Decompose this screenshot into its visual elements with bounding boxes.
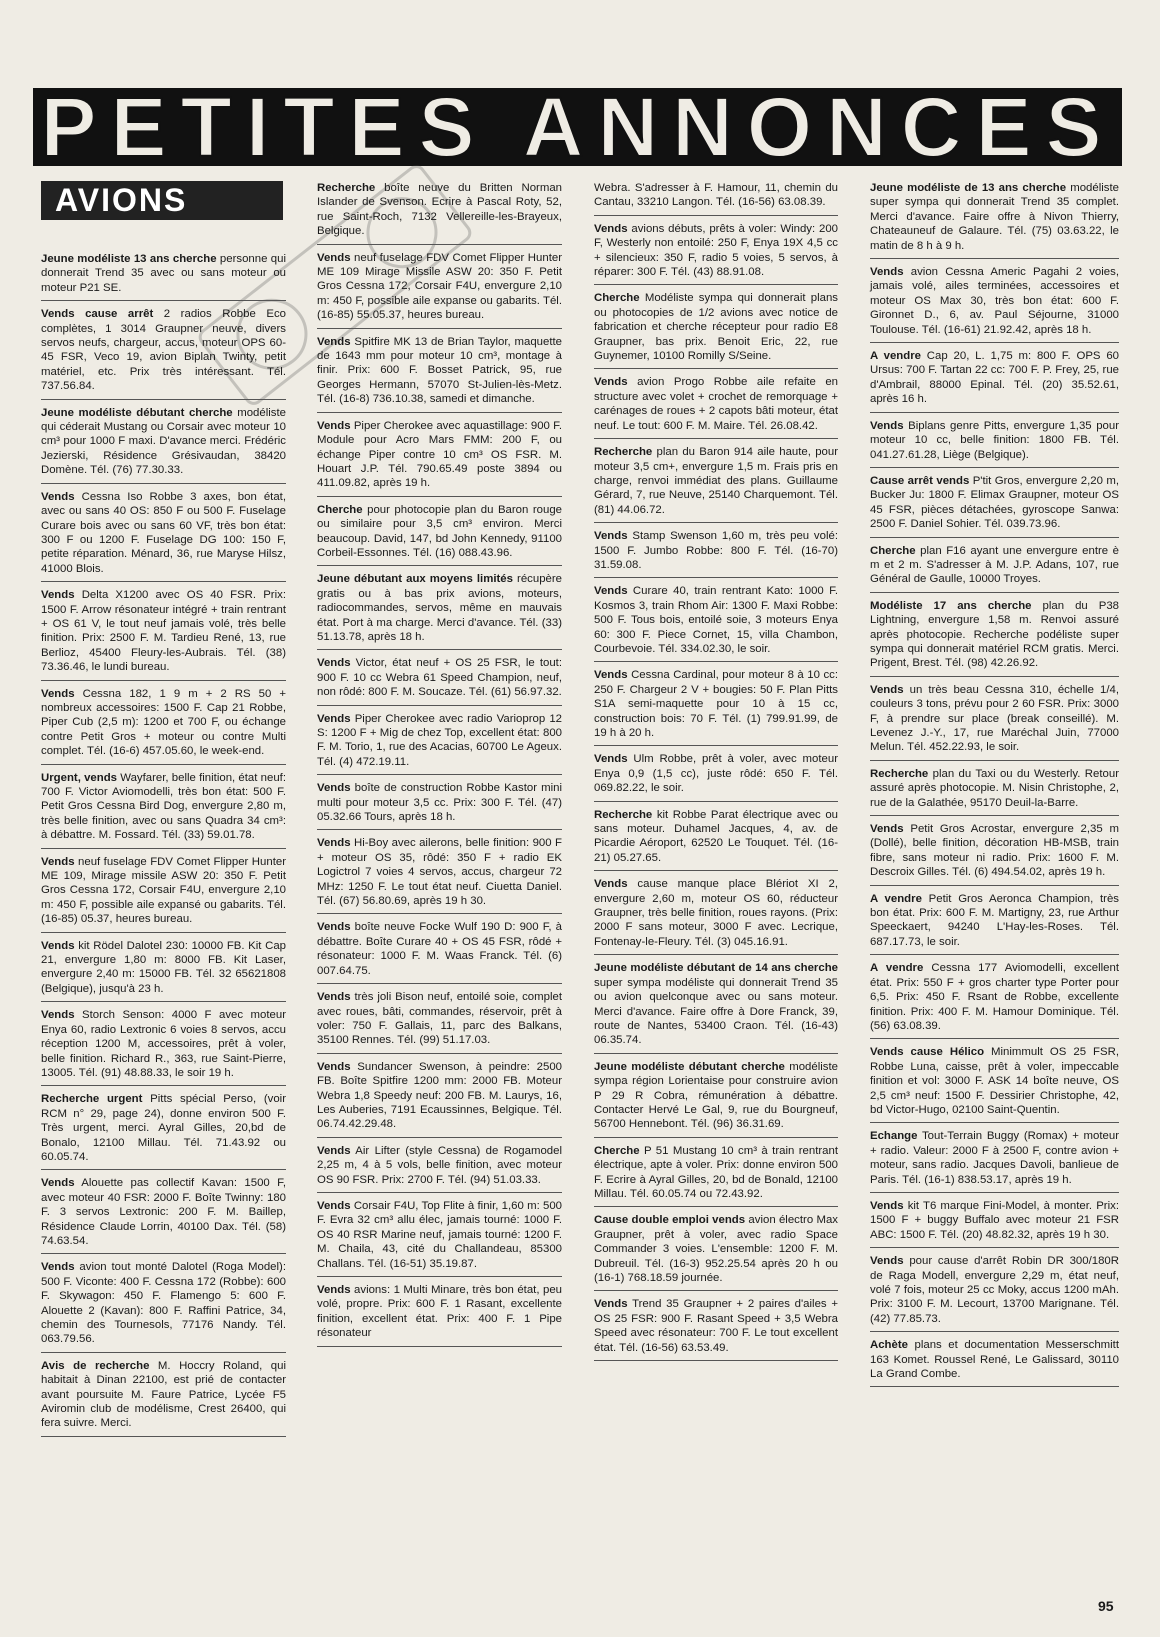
ad-lead: Recherche [594, 808, 653, 821]
ad-lead: Vends [41, 1177, 75, 1190]
ad-lead: Urgent, vends [41, 771, 118, 784]
ad-text: Cessna Cardinal, pour moteur 8 à 10 cc: 250 F. Chargeur 2 V + bougies: 50 F. Plan Pitts S1A semi-maquette pour 10 à 15 cc, construction bois: 70 F. Tél. (1) 799.91.99, de 19 h à 20 h. [594, 669, 838, 739]
ad-text: plan du Taxi ou du Westerly. Retour assuré après photocopie. M. Nisin Christophe, 2, rue de la Galathée, 95170 Deuil-la-Barre. [870, 767, 1119, 809]
classified-ad [594, 752, 838, 801]
classified-ad [594, 961, 838, 1053]
ad-lead: Vends [317, 335, 351, 348]
classified-ad [870, 767, 1119, 816]
classified-ad [870, 349, 1119, 413]
page-banner [33, 88, 1123, 166]
classified-ad [41, 588, 286, 680]
ad-text: avion Cessna Americ Pagahi 2 voies, jamais volé, ailes terminées, accessoires et moteur OS Max 30, très bon état: 600 F. Gironnet D., 6, av. Paul Séjourne, 31000 Toulouse. Tél. (16-61) 21.92.42, après 18 h. [870, 266, 1119, 336]
ad-lead: Vends [317, 1144, 351, 1157]
ad-lead: Vends [317, 657, 351, 670]
ad-lead: Jeune modéliste débutant cherche [594, 1060, 785, 1073]
ad-text: neuf fuselage FDV Comet Flipper Hunter ME 109, Mirage missile ASW 20: 350 F. Petit Gros Cessna 172, Corsair F4U, envergure 2,10 m: 450 F, possible aile expansé ou gabarits. Tél. (16-85) 05.37, heures bureau. [41, 855, 286, 926]
ad-text: Spitfire MK 13 de Brian Taylor, maquette de 1643 mm pour moteur 10 cm³, montage à finir. Prix: 600 F. Bosset Patrick, 95, rue Georges Hermann, 57070 St-Julien-lès-Metz. Tél. (16-8) 736.10.38, samedi et dimanche. [317, 335, 562, 406]
classified-ad [317, 1144, 562, 1193]
classified-ad [594, 222, 838, 286]
ad-text: plan du P38 Lightning, envergure 1,58 m. Renvoi assuré après photocopie. Recherche podéliste super sympa qui donnerait matériel RCM gratis. Merci. Prigent, Brest. Tél. (98) 42.26.92. [870, 599, 1120, 670]
ad-text: Cessna 182, 1 9 m + 2 RS 50 + nombreux accessoires: 1500 F. Cap 21 Robbe, Piper Cub (2,5 m): 1200 et 700 F, ou échange contre Petit Gros + moteur ou contre Multi complet. Tél. (16-6) 457.05.60, le week-end. [41, 687, 286, 758]
ad-text: Stamp Swenson 1,60 m, très peu volé: 1500 F. Jumbo Robbe: 800 F. Tél. (16-70) 31.59.08. [594, 530, 838, 571]
ad-text: Cap 20, L. 1,75 m: 800 F. OPS 60 Ursus: 700 F. Tartan 22 cc: 700 F. P. Frey, 25, rue d'Ambrail, 88000 Epinal. Tél. (20) 35.52.61, après 16 h. [870, 350, 1119, 406]
classified-ad [594, 877, 838, 955]
classified-ad [594, 291, 838, 369]
classified-ad [870, 544, 1119, 593]
classified-ad [870, 474, 1119, 538]
ad-text: Delta X1200 avec OS 40 FSR. Prix: 1500 F. Arrow résonateur intégré + train rentrant + OS 61 V, le tout neuf jamais volé, très belle finition. Prix: 2500 F. M. Tardieu René, 13, rue Berlioz, 45400 Fleury-les-Aubrais. Tél. (38) 73.36.46, le lundi bureau. [41, 589, 286, 674]
section-header-avions: AVIONS [41, 181, 283, 220]
ad-lead: Vends [317, 1060, 351, 1073]
ad-text: Trend 35 Graupner + 2 paires d'ailes + OS 25 FSR: 900 F. Rasant Speed + 3,5 Webra Speed avec résonateur: 700 F. Le tout excellent état. Tél. (16-56) 63.53.49. [594, 1298, 838, 1354]
classified-ad [317, 335, 562, 413]
classified-ad [594, 1144, 838, 1208]
ad-text: Wayfarer, belle finition, état neuf: 700 F. Victor Aviomodelli, très bon état: 500 F. Petit Gros Cessna Bird Dog, envergure 2,80 m, très belle finition, avec ou sans Quadra 34 cm³: à débattre. M. Fossard. Tél. (33) 59.01.78. [41, 771, 286, 842]
ad-lead: Vends [41, 589, 75, 602]
classified-ad [594, 1213, 838, 1291]
classified-ad [594, 529, 838, 578]
classified-ad [594, 1060, 838, 1138]
ad-lead: A vendre [870, 350, 921, 363]
ad-lead: Recherche [870, 767, 929, 780]
classified-ad [870, 1254, 1119, 1332]
ad-text: cause manque place Blériot XI 2, envergure 2,60 m, moteur OS 60, réducteur Graupner, très belle finition, roues rayons. (Prix: 2000 F sans moteur, 3000 F avec. Lecrique, Fontenay-le-Fleury. Tél. (3) 045.16.91. [594, 878, 838, 948]
classified-ad [317, 781, 562, 830]
ad-text: plan du Baron 914 aile haute, pour moteur 3,5 cm+, envergure 1,5 m. Frais pris en charge, renvoi immédiat des plans. Guillaume Gérard, 7, rue Neuve, 25140 Charquemont. Tél. (81) 44.06.72. [594, 446, 838, 516]
ad-text: modéliste sympa région Lorientaise pour construire avion P 29 R Cobra, rémunération à débattre. Contacter Hervé Le Gal, 9, rue du Bourgneuf, 56700 Hennebont. Tél. (96) 36.31.69. [594, 1060, 838, 1131]
ad-lead: Vends [870, 683, 904, 696]
ad-text: Cessna Iso Robbe 3 axes, bon état, avec ou sans 40 OS: 850 F ou 500 F. Fuselage Curare bois avec ou sans 60 VF, très bon état: 300 F ou 1200 F. Fuselage DG 100: 150 F, petite réparation. Ménard, 36, rue Maryse Hilsz, 41000 Blois. [41, 490, 286, 575]
ad-lead: Vends cause arrêt [41, 308, 154, 321]
classified-ad [41, 490, 286, 582]
classified-ad [870, 1045, 1119, 1123]
classified-ad [870, 1129, 1119, 1193]
classified-ad [594, 375, 838, 439]
ad-lead: Vends [594, 878, 628, 891]
ad-lead: Achète [870, 1339, 908, 1352]
page-number: 95 [1098, 1598, 1114, 1614]
ad-text: P'tit Gros, envergure 2,20 m, Bucker Ju: 1800 F. Elimax Graupner, moteur OS 45 FSR, pièces détachées, gyroscope Sanwa: 2500 F. Daniel Sohier. Tél. 039.73.96. [870, 474, 1119, 531]
classified-ad [317, 503, 562, 567]
classified-ad [594, 808, 838, 872]
ad-text: boîte neuve Focke Wulf 190 D: 900 F, à débattre. Boîte Curare 40 + OS 45 FSR, rôdé + résonateur: 1000 F. M. Waas Franck. Tél. (6) 007.64.75. [317, 921, 562, 977]
ad-text: plans et documentation Messerschmitt 163 Komet. Roussel René, Le Galissard, 30110 La Grand Combe. [870, 1339, 1119, 1381]
classified-ad [317, 1283, 562, 1347]
ad-text: avions débuts, prêts à voler: Windy: 200 F, Westerly non entoilé: 250 F, Enya 19X 4,5 cc + silencieux: 350 F, radio 5 voies, 5 servos, à réparer: 300 F. Tél. (43) 88.91.08. [594, 222, 838, 279]
ad-text: 2 radios Robbe Eco complètes, 1 3014 Graupner neuve, divers servos neufs, chargeur, accus, moteur OPS 60-45 FSR, Veco 19, avion Biplan Twinty, petit matériel, etc. Prix très intéressant. Tél. 737.56.84. [41, 308, 286, 393]
classified-ad [41, 1359, 286, 1437]
ad-text: très joli Bison neuf, entoilé soie, complet avec roues, bâti, commandes, réservoir, prêt à voler: 750 F. Gallais, 11, parc des Balkans, 35100 Rennes. Tél. (99) 51.17.03. [317, 991, 562, 1047]
ad-text: Curare 40, train rentrant Kato: 1000 F. Kosmos 3, train Rhom Air: 1300 F. Maxi Robbe: 500 F. Tous bois, entoilé soie, 3 moteurs Enya 60: 300 F. Piece Cornet, 15, villa Chambon, Courbevoie. Tél. 334.02.30, le soir. [594, 585, 838, 655]
ad-lead: Vends [41, 687, 75, 700]
ad-lead: Vends [41, 1009, 75, 1022]
classified-ad [41, 252, 286, 301]
ad-text: avions: 1 Multi Minare, très bon état, peu volé, propre. Prix: 600 F. 1 Rasant, excellente finition, excellent état. Prix: 400 F. 1 Pipe résonateur [317, 1284, 562, 1340]
ad-lead: Recherche urgent [41, 1093, 143, 1106]
ad-lead: Vends [594, 585, 628, 598]
classified-ad [41, 687, 286, 765]
ad-text: Pitts spécial Perso, (voir RCM n° 29, page 24), donne environ 500 F. Très urgent, merci. Ayral Gilles, 20,bd de Bonalo, 12100 Millau. Tél. 71.43.92 ou 60.05.74. [41, 1093, 286, 1163]
ad-text: Webra. S'adresser à F. Hamour, 11, chemin du Cantau, 33210 Langon. Tél. (16-56) 63.08.39. [594, 182, 838, 209]
ad-lead: Vends [870, 823, 904, 836]
classified-ad [594, 1297, 838, 1361]
ad-text: Biplans genre Pitts, envergure 1,35 pour moteur 10 cc, belle finition: 1800 FB. Tél. 041.27.61.28, Liège (Belgique). [870, 419, 1119, 461]
ad-lead: Jeune modéliste 13 ans cherche [41, 253, 217, 265]
ad-lead: Vends cause Hélico [870, 1046, 985, 1059]
classified-ad [317, 419, 562, 497]
ad-text: Petit Gros Acrostar, envergure 2,35 m (Dollé), belle finition, décoration HB-MSB, train fibre, sans moteur ni radio. Prix: 1600 F. M. Descroix Gilles. Tél. (6) 494.54.02, après 19 h. [870, 823, 1119, 879]
classified-ad [870, 683, 1119, 761]
ad-lead: Vends [870, 1255, 904, 1268]
ad-lead: Vends [317, 712, 351, 725]
ad-text: un très beau Cessna 310, échelle 1/4, couleurs 3 tons, prévu pour 2 60 FSR. Prix: 3000 F, à prendre sur place (break conseillé). M. Levenez J.-Y., 17, rue Maréchal Juin, 77000 Melun. Tél. 452.22.93, le soir. [870, 683, 1119, 754]
classified-ad [870, 181, 1119, 259]
classified-ad [870, 1338, 1119, 1387]
ad-lead: A vendre [870, 892, 922, 905]
classified-ad [317, 251, 562, 329]
ad-text: kit Robbe Parat électrique avec ou sans moteur. Duhamel Jacques, 4, av. de Picardie Aéroport, 62520 Le Touquet. Tél. (16-21) 05.27.65. [594, 808, 838, 864]
page-title: PETITES ANNONCES [35, 88, 1122, 166]
ad-lead: Recherche [317, 182, 376, 194]
ad-text: Air Lifter (style Cessna) de Rogamodel 2,25 m, 4 à 5 vols, belle finition, avec moteur OS 90 FSR. Prix: 2700 F. Tél. (94) 51.03.33. [317, 1144, 562, 1186]
ad-lead: Vends [41, 855, 75, 868]
classified-ad [870, 892, 1119, 956]
ad-text: Corsair F4U, Top Flite à finir, 1,60 m: 500 F. Evra 32 cm³ allu élec, jamais tourné: 1000 F. OS 40 RSR Marine neuf, jamais tourné: 1200 F. M. Chaila, 43, cité du Challandeau, 85300 Challans. Tél. (16-51) 35.19.87. [317, 1199, 562, 1270]
classified-ad [594, 181, 838, 216]
ad-lead: Vends [870, 1199, 904, 1212]
ad-lead: Cherche [594, 1144, 640, 1157]
ad-text: Piper Cherokee avec aquastillage: 900 F. Module pour Acro Mars FMM: 200 F, ou échange Piper contre 10 cm³ OS FSR. M. Houart J.P. Tél. 790.65.49 poste 3894 ou 411.09.82, après 19 h. [317, 419, 562, 490]
ad-text: modéliste super sympa qui donnerait Trend 35 complet. Merci d'avance. Faire offre à Nivon Thierry, Chateauneuf de Galaure. Tél. (75) 03.63.22, le matin de 8 h à 9 h. [870, 182, 1119, 252]
ad-lead: Vends [594, 753, 628, 766]
ad-lead: Vends [317, 991, 351, 1004]
ad-lead: Avis de recherche [41, 1359, 150, 1372]
ad-lead: Jeune modéliste débutant cherche [41, 406, 233, 419]
ad-text: Storch Senson: 4000 F avec moteur Enya 60, radio Lextronic 6 voies 8 servos, accu réception 1200 M, accessoires, prêt à voler, belle finition. Richard R., 363, rue Saint-Pierre, 13005. Tél. (91) 48.88.33, le soir 19 h. [41, 1009, 286, 1079]
classified-ad [870, 961, 1119, 1039]
ad-lead: Recherche [594, 446, 653, 459]
classified-ad [317, 712, 562, 776]
ad-text: avion tout monté Dalotel (Roga Model): 500 F. Viconte: 400 F. Cessna 172 (Robbe): 600 F. Skywagon: 450 F. Flamengo 5: 600 F. Alouette 2 (Kavan): 800 F. Raffini Patrice, 34, chemin des Tournesols, 77176 Nandy. Tél. 063.79.56. [41, 1261, 286, 1346]
ad-text: avion Progo Robbe aile refaite en structure avec volet + crochet de remorquage + carénages de roues + 2 capots bâti moteur, état neuf. Le tout: 600 F. M. Maire. Tél. 26.08.42. [594, 376, 838, 432]
ad-text: Ulm Robbe, prêt à voler, avec moteur Enya 0,9 (1,5 cc), juste rôdé: 650 F. Tél. 069.82.22, le soir. [594, 753, 838, 795]
classified-ad [41, 307, 286, 399]
ad-lead: Jeune modéliste de 13 ans cherche [870, 182, 1067, 194]
classified-ad [317, 836, 562, 914]
ad-lead: Vends [317, 251, 351, 264]
ad-text: Cessna 177 Aviomodelli, excellent état. Prix: 550 F + gros charter type Porter pour 6,5. Prix: 450 F. Rsant de Robbe, excellente finition. Prix: 400 F. M. Hamour Dominique. Tél. (56) 63.08.39. [870, 962, 1119, 1032]
classified-ad [41, 406, 286, 484]
ad-lead: Vends [317, 419, 351, 432]
ad-lead: Vends [870, 266, 904, 279]
classified-ad [870, 1199, 1119, 1248]
ad-lead: Modéliste 17 ans cherche [870, 599, 1032, 612]
classified-ad [317, 920, 562, 984]
ad-lead: Vends [594, 669, 628, 682]
classified-ad [870, 265, 1119, 343]
ad-lead: Vends [594, 1298, 628, 1311]
ad-lead: Vends [41, 1261, 75, 1274]
column-1 [41, 252, 286, 1443]
classified-ad [41, 771, 286, 849]
ad-lead: Cause double emploi vends [594, 1214, 746, 1227]
ad-lead: Cherche [594, 292, 640, 305]
ad-lead: Vends [317, 837, 351, 850]
ad-lead: Vends [317, 1284, 351, 1296]
ad-lead: Vends [41, 490, 75, 503]
classified-ad [594, 445, 838, 523]
ad-lead: Vends [41, 939, 75, 952]
classified-ad [870, 599, 1119, 677]
ad-lead: Vends [594, 376, 628, 389]
classified-ad [870, 419, 1119, 468]
classified-ad [317, 990, 562, 1054]
ad-text: pour cause d'arrêt Robin DR 300/180R de Raga Modell, envergure 2,29 m, état neuf, volé 7 fois, moteur 25 cc Moky, accus 1200 mAh. Prix: 3100 F. M. Lecourt, 13700 Marignane. Tél. (42) 77.85.73. [870, 1255, 1119, 1325]
classified-ad [317, 1199, 562, 1277]
ad-lead: Cherche [317, 503, 363, 516]
column-3 [594, 181, 838, 1367]
classified-ad [594, 668, 838, 746]
ad-text: boîte neuve du Britten Norman Islander de Svenson. Ecrire à Pascal Roty, 52, rue Saint-Roch, 7132 Vellereille-les-Brayeux, Belgique. [317, 182, 562, 238]
ad-text: M. Hoccry Roland, qui habitait à Dinan 22100, est prié de contacter avant poursuite M. Faure Patrice, Lycée F5 Aviromin club de modélisme, Crest 26400, qui fera suivre. Merci. [41, 1359, 286, 1430]
ad-lead: Vends [594, 222, 628, 235]
column-4 [870, 181, 1119, 1393]
ad-text: personne qui donnerait Trend 35 avec ou sans moteur ou moteur P21 SE. [41, 253, 286, 294]
ad-text: Piper Cherokee avec radio Varioprop 12 S: 1200 F + Mig de chez Top, excellent état: 800 F. M. Torio, 1, rue des Acacias, 60700 Le Ageux. Tél. (4) 472.19.11. [317, 712, 562, 768]
ad-text: Modéliste sympa qui donnerait plans ou photocopies de 1/2 avions avec notice de fabrication et cherche récepteur pour radio E8 Graupner, bas prix. Benoit Eric, 22, rue Guynemer, 10100 Romilly S/Seine. [594, 292, 838, 363]
classified-ad [41, 1176, 286, 1254]
classified-ad [317, 1060, 562, 1138]
ad-text: Alouette pas collectif Kavan: 1500 F, avec moteur 40 FSR: 2000 F. Boîte Twinny: 180 F. 3 servos Lextronic: 200 F. M. Baillep, Résidence Claude Lorrin, 40100 Dax. Tél. (58) 74.63.54. [41, 1177, 286, 1247]
ad-text: boîte de construction Robbe Kastor mini multi pour moteur 3,5 cc. Prix: 300 F. Tél. (47) 05.32.66 Tours, après 18 h. [317, 782, 562, 824]
classified-ad [41, 1008, 286, 1086]
ad-text: Victor, état neuf + OS 25 FSR, le tout: 900 F. 10 cc Webra 61 Speed Champion, neuf, non rôdé: 800 F. M. Soucaze. Tél. (61) 56.97.32. [317, 657, 562, 699]
classified-ad [41, 1092, 286, 1170]
ad-text: kit T6 marque Fini-Model, à monter. Prix: 1500 F + buggy Buffalo avec moteur 21 FSR ABC: 1500 F. Tél. (20) 48.82.32, après 19 h 30. [870, 1199, 1119, 1241]
ad-text: modéliste qui céderait Mustang ou Corsair avec moteur 10 cm³ pour 1000 F maxi. D'avance merci. Frédéric Jezierski, Résidence Grésivaudan, 38420 Domène. Tél. (76) 77.30.33. [41, 406, 286, 477]
ad-lead: Cherche [870, 544, 916, 557]
ad-text: neuf fuselage FDV Comet Flipper Hunter ME 109 Mirage Missile ASW 20: 350 F. Petit Gros Cessna 172, Corsair F4U, envergure 2,10 m: 450 F, possible aile expanse ou gabarits. Tél. (16-85) 55.05.37, heures bureau. [317, 251, 562, 322]
ad-text: Hi-Boy avec ailerons, belle finition: 900 F + moteur OS 35, rôdé: 350 F + radio EK Logictrol 7 voies 4 servos, accus, chargeur 72 MHz: 1250 F. Le tout état neuf. Ciuetta Daniel. Tél. (67) 56.80.69, après 19 h 30. [317, 837, 562, 908]
ad-lead: Echange [870, 1130, 918, 1143]
ad-lead: Jeune modéliste débutant de 14 ans cherche [594, 962, 838, 975]
ad-text: plan F16 ayant une envergure entre è m et 2 m. S'adresser à M. J.P. Adans, 107, rue Général de Gaulle, 10000 Troyes. [870, 544, 1119, 586]
ad-text: Minimmult OS 25 FSR, Robbe Luna, caisse, prêt à voler, impeccable finition et vol: 3000 F. ASK 14 boîte neuve, OS 2,5 cm³ neuf: 1500 F. Dessirier Christophe, 42, bd Victor-Hugo, 02100 Saint-Quentin. [870, 1046, 1119, 1116]
ad-lead: Vends [870, 419, 904, 432]
ad-text: Sundancer Swenson, à peindre: 2500 FB. Boîte Spitfire 1200 mm: 2000 FB. Moteur Webra 1,8 Speedy neuf: 200 FB. M. Laurys, 16, Les Auberies, 7191 Ecaussinnes, Belgique. Tél. 06.74.42.29.48. [317, 1060, 562, 1131]
ad-lead: Vends [317, 1199, 351, 1212]
ad-text: pour photocopie plan du Baron rouge ou similaire pour 3,5 cm³ environ. Merci beaucoup. David, 147, bd John Kennedy, 91100 Corbeil-Essonnes. Tél. (16) 088.43.96. [317, 503, 562, 559]
ad-lead: Cause arrêt vends [870, 474, 970, 487]
classified-ad [317, 181, 562, 245]
ad-text: kit Rödel Dalotel 230: 10000 FB. Kit Cap 21, envergure 1,80 m: 8000 FB. Kit Laser, envergure 2,40 m: 15000 FB. Tél. 32 65621808 (Belgique), jusqu'à 23 h. [41, 939, 286, 995]
column-2 [317, 181, 562, 1353]
ad-text: Petit Gros Aeronca Champion, très bon état. Prix: 600 F. M. Martigny, 23, rue Arthur Speeckaert, 94240 L'Hay-les-Roses. Tél. 687.17.73, le soir. [870, 892, 1119, 948]
ad-lead: Jeune débutant aux moyens limités [317, 573, 513, 586]
classified-ad [41, 1260, 286, 1352]
classified-ad [317, 572, 562, 650]
classified-ad [870, 822, 1119, 886]
ad-text: récupère gratis ou à bas prix avions, moteurs, radiocommandes, servos, même en mauvais état. Port à ma charge. Merci d'avance. Tél. (33) 51.13.78, après 18 h. [317, 573, 562, 643]
ad-text: avion électro Max Graupner, prêt à voler, avec radio Space Commander 3 voies. L'ensemble: 1200 F. M. Dubreuil. Tél. (16-3) 952.25.54 après 20 h ou (16-1) 768.18.59 journée. [594, 1214, 838, 1284]
classified-ad [594, 584, 838, 662]
ad-lead: Vends [317, 782, 351, 795]
ad-text: Tout-Terrain Buggy (Romax) + moteur + radio. Valeur: 2000 F à 2500 F, contre avion + moteur, sans radio. Jacques Davoli, banlieue de Paris. Tél. (16-1) 838.53.17, après 19 h. [870, 1130, 1119, 1186]
ad-lead: A vendre [870, 962, 924, 975]
classified-ad [41, 855, 286, 933]
classified-ad [317, 656, 562, 705]
classified-ad [41, 939, 286, 1003]
ad-text: super sympa modéliste qui donnerait Trend 35 ou avion quelconque avec ou sans moteur. Merci d'avance. Faire offre à Dore Franck, 39, route de Nantes, 53400 Craon. Tél. (16-43) 06.35.74. [594, 976, 838, 1047]
ad-lead: Vends [594, 530, 628, 543]
ad-lead: Vends [317, 921, 351, 934]
ad-text: P 51 Mustang 10 cm³ à train rentrant électrique, apte à voler. Prix: donne environ 500 F. Ecrire à Ayral Gilles, 20, bd de Bonald, 12100 Millau. Tél. 60.05.74 ou 72.43.92. [594, 1144, 838, 1200]
